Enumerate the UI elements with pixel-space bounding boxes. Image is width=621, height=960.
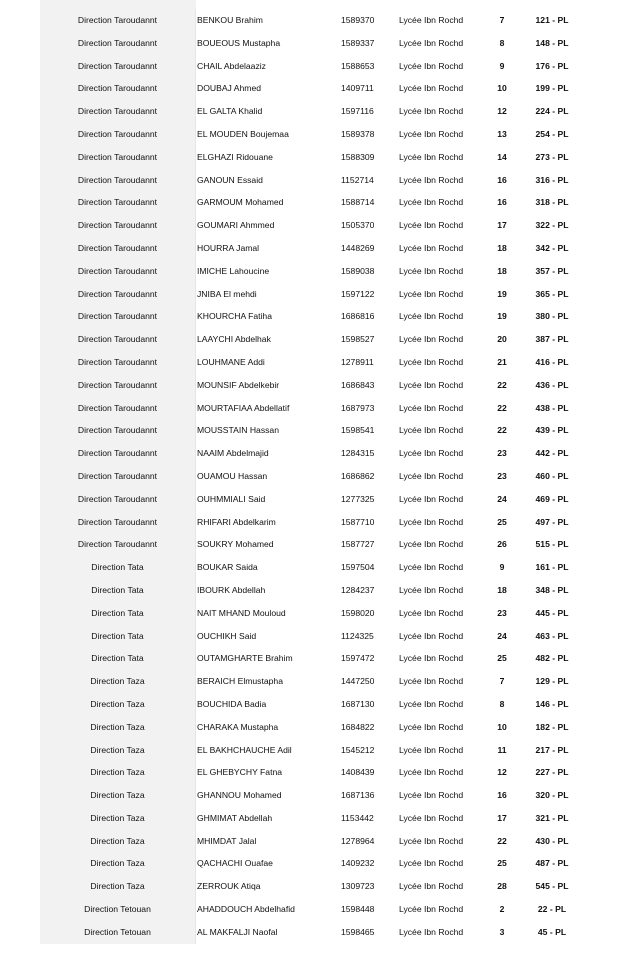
rank-cell: 22 [497,402,507,413]
name-cell: GARMOUM Mohamed [197,197,284,208]
direction-cell: Direction Taroudannt [40,305,196,328]
school-cell: Lycée Ibn Rochd [399,721,464,732]
school-cell: Lycée Ibn Rochd [399,516,464,527]
table-row [0,647,621,670]
rank-cell: 18 [497,242,507,253]
direction-cell: Direction Tata [40,579,196,602]
school-cell: Lycée Ibn Rochd [399,584,464,595]
pl-cell: 199 - PL [535,83,569,94]
school-cell: Lycée Ibn Rochd [399,37,464,48]
direction-cell: Direction Taza [40,761,196,784]
code-cell: 1598465 [341,926,375,937]
table-row [0,761,621,784]
pl-cell: 121 - PL [535,15,569,25]
direction-cell: Direction Taroudannt [40,351,196,374]
rank-cell: 19 [497,288,507,299]
school-cell: Lycée Ibn Rochd [399,334,464,345]
table-row [0,283,621,306]
pl-cell: 45 - PL [537,926,567,937]
table-row [0,716,621,739]
rank-cell: 23 [497,607,507,618]
direction-cell: Direction Taza [40,716,196,739]
school-cell: Lycée Ibn Rochd [399,926,464,937]
direction-cell: Direction Taroudannt [40,419,196,442]
school-cell: Lycée Ibn Rochd [399,448,464,459]
table-row [0,351,621,374]
table-row [0,556,621,579]
table-row [0,55,621,78]
pl-cell: 217 - PL [535,744,569,755]
direction-cell: Direction Tetouan [40,898,196,921]
code-cell: 1684822 [341,721,375,732]
table-row [0,442,621,465]
school-cell: Lycée Ibn Rochd [399,630,464,641]
direction-cell: Direction Taza [40,693,196,716]
direction-cell: Direction Taroudannt [40,374,196,397]
school-cell: Lycée Ibn Rochd [399,744,464,755]
school-cell: Lycée Ibn Rochd [399,288,464,299]
pl-cell: 227 - PL [535,767,569,778]
rank-cell: 3 [499,926,505,937]
table-row [0,77,621,100]
direction-cell: Direction Taroudannt [40,146,196,169]
code-cell: 1152714 [341,174,374,185]
name-cell: BOUCHIDA Badia [197,698,267,709]
school-cell: Lycée Ibn Rochd [399,106,464,117]
rank-cell: 25 [497,858,507,869]
table-row [0,625,621,648]
code-cell: 1687130 [341,698,375,709]
code-cell: 1597472 [341,653,375,664]
rank-cell: 9 [499,60,505,71]
code-cell: 1598448 [341,904,375,915]
rank-cell: 19 [497,311,507,322]
direction-cell: Direction Taroudannt [40,283,196,306]
pl-cell: 22 - PL [537,904,567,915]
school-cell: Lycée Ibn Rochd [399,539,464,550]
table-row [0,328,621,351]
table-row [0,260,621,283]
rank-cell: 12 [497,767,507,778]
rank-cell: 10 [497,83,507,94]
pl-cell: 380 - PL [535,311,569,322]
direction-cell: Direction Tata [40,602,196,625]
name-cell: EL BAKHCHAUCHE Adil [197,744,292,755]
table-row [0,123,621,146]
pl-cell: 497 - PL [535,516,569,527]
direction-cell: Direction Taroudannt [40,77,196,100]
code-cell: 1686816 [341,311,375,322]
code-cell: 1284237 [341,584,375,595]
code-cell: 1448269 [341,242,375,253]
direction-cell: Direction Taroudannt [40,9,196,32]
school-cell: Lycée Ibn Rochd [399,790,464,801]
table-row [0,465,621,488]
rank-cell: 13 [497,128,507,139]
direction-cell: Direction Tata [40,625,196,648]
code-cell: 1598541 [341,425,375,436]
direction-cell: Direction Taroudannt [40,488,196,511]
school-cell: Lycée Ibn Rochd [399,698,464,709]
pl-cell: 365 - PL [535,288,569,299]
code-cell: 1588714 [341,197,375,208]
name-cell: ELGHAZI Ridouane [197,151,273,162]
pl-cell: 438 - PL [535,402,569,413]
rank-cell: 7 [499,676,505,687]
school-cell: Lycée Ibn Rochd [399,15,464,25]
name-cell: MOUSSTAIN Hassan [197,425,279,436]
code-cell: 1587710 [341,516,375,527]
rank-cell: 28 [497,881,507,892]
name-cell: ZERROUK Atiqa [197,881,261,892]
table-row [0,898,621,921]
code-cell: 1597122 [341,288,375,299]
table-row [0,784,621,807]
results-table [0,9,621,944]
rank-cell: 2 [499,904,505,915]
code-cell: 1309723 [341,881,375,892]
table-row [0,830,621,853]
rank-cell: 25 [497,516,507,527]
pl-cell: 469 - PL [535,493,569,504]
school-cell: Lycée Ibn Rochd [399,835,464,846]
rank-cell: 23 [497,470,507,481]
pl-cell: 316 - PL [535,174,569,185]
direction-cell: Direction Taza [40,739,196,762]
pl-cell: 515 - PL [535,539,569,550]
direction-cell: Direction Taroudannt [40,191,196,214]
table-row [0,374,621,397]
school-cell: Lycée Ibn Rochd [399,470,464,481]
school-cell: Lycée Ibn Rochd [399,904,464,915]
table-row [0,875,621,898]
name-cell: EL GALTA Khalid [197,106,263,117]
name-cell: NAIT MHAND Mouloud [197,607,286,618]
direction-cell: Direction Taroudannt [40,328,196,351]
code-cell: 1589378 [341,128,375,139]
table-row [0,214,621,237]
rank-cell: 22 [497,425,507,436]
name-cell: OUCHIKH Said [197,630,257,641]
name-cell: EL MOUDEN Boujemaa [197,128,289,139]
school-cell: Lycée Ibn Rochd [399,265,464,276]
school-cell: Lycée Ibn Rochd [399,174,464,185]
code-cell: 1588653 [341,60,375,71]
pl-cell: 545 - PL [535,881,569,892]
name-cell: GHMIMAT Abdellah [197,812,273,823]
direction-cell: Direction Taroudannt [40,442,196,465]
school-cell: Lycée Ibn Rochd [399,425,464,436]
direction-cell: Direction Taroudannt [40,55,196,78]
rank-cell: 8 [499,698,505,709]
rank-cell: 26 [497,539,507,550]
name-cell: EL GHEBYCHY Fatna [197,767,283,778]
name-cell: MHIMDAT Jalal [197,835,257,846]
pl-cell: 273 - PL [535,151,569,162]
table-row [0,579,621,602]
pl-cell: 146 - PL [535,698,569,709]
code-cell: 1505370 [341,220,375,231]
school-cell: Lycée Ibn Rochd [399,812,464,823]
name-cell: AL MAKFALJI Naofal [197,926,278,937]
pl-cell: 416 - PL [535,356,569,367]
code-cell: 1278911 [341,356,374,367]
table-row [0,169,621,192]
direction-cell: Direction Taroudannt [40,32,196,55]
name-cell: OUTAMGHARTE Brahim [197,653,293,664]
pl-cell: 161 - PL [535,562,569,573]
table-row [0,488,621,511]
code-cell: 1545212 [341,744,375,755]
name-cell: NAAIM Abdelmajid [197,448,269,459]
pl-cell: 182 - PL [535,721,569,732]
pl-cell: 439 - PL [535,425,569,436]
name-cell: RHIFARI Abdelkarim [197,516,276,527]
direction-cell: Direction Taroudannt [40,123,196,146]
school-cell: Lycée Ibn Rochd [399,562,464,573]
rank-cell: 25 [497,653,507,664]
name-cell: HOURRA Jamal [197,242,260,253]
pl-cell: 148 - PL [535,37,569,48]
table-row [0,807,621,830]
table-row [0,602,621,625]
code-cell: 1447250 [341,676,375,687]
name-cell: BERAICH Elmustapha [197,676,283,687]
rank-cell: 17 [497,220,507,231]
direction-cell: Direction Tata [40,647,196,670]
table-row [0,511,621,534]
school-cell: Lycée Ibn Rochd [399,858,464,869]
school-cell: Lycée Ibn Rochd [399,493,464,504]
direction-cell: Direction Tata [40,556,196,579]
pl-cell: 348 - PL [535,584,569,595]
code-cell: 1124325 [341,630,374,641]
school-cell: Lycée Ibn Rochd [399,220,464,231]
direction-cell: Direction Taza [40,830,196,853]
name-cell: KHOURCHA Fatiha [197,311,272,322]
name-cell: QACHACHI Ouafae [197,858,273,869]
direction-cell: Direction Taroudannt [40,214,196,237]
code-cell: 1408439 [341,767,375,778]
code-cell: 1597116 [341,106,374,117]
direction-cell: Direction Taroudannt [40,237,196,260]
pl-cell: 482 - PL [535,653,569,664]
code-cell: 1588309 [341,151,375,162]
name-cell: OUAMOU Hassan [197,470,268,481]
code-cell: 1589337 [341,37,375,48]
name-cell: IBOURK Abdellah [197,584,266,595]
name-cell: CHAIL Abdelaaziz [197,60,266,71]
pl-cell: 430 - PL [535,835,569,846]
direction-cell: Direction Taza [40,852,196,875]
code-cell: 1589038 [341,265,375,276]
name-cell: GANOUN Essaid [197,174,263,185]
rank-cell: 11 [497,744,507,755]
school-cell: Lycée Ibn Rochd [399,60,464,71]
direction-cell: Direction Taroudannt [40,511,196,534]
direction-cell: Direction Taroudannt [40,260,196,283]
rank-cell: 8 [499,37,505,48]
pl-cell: 342 - PL [535,242,569,253]
pl-cell: 445 - PL [535,607,569,618]
code-cell: 1598527 [341,334,375,345]
direction-cell: Direction Taroudannt [40,465,196,488]
pl-cell: 321 - PL [535,812,569,823]
school-cell: Lycée Ibn Rochd [399,881,464,892]
table-row [0,670,621,693]
rank-cell: 16 [497,790,507,801]
school-cell: Lycée Ibn Rochd [399,311,464,322]
school-cell: Lycée Ibn Rochd [399,767,464,778]
direction-cell: Direction Taroudannt [40,100,196,123]
rank-cell: 24 [497,630,507,641]
table-row [0,419,621,442]
code-cell: 1284315 [341,448,375,459]
table-row [0,237,621,260]
code-cell: 1686862 [341,470,375,481]
direction-cell: Direction Taza [40,784,196,807]
code-cell: 1409232 [341,858,375,869]
direction-cell: Direction Taza [40,670,196,693]
table-row [0,739,621,762]
rank-cell: 17 [497,812,507,823]
code-cell: 1597504 [341,562,375,573]
rank-cell: 20 [497,334,507,345]
pl-cell: 357 - PL [535,265,569,276]
school-cell: Lycée Ibn Rochd [399,402,464,413]
direction-cell: Direction Taza [40,807,196,830]
pl-cell: 320 - PL [535,790,569,801]
pl-cell: 322 - PL [535,220,569,231]
direction-cell: Direction Taroudannt [40,169,196,192]
rank-cell: 10 [497,721,507,732]
school-cell: Lycée Ibn Rochd [399,653,464,664]
table-row [0,852,621,875]
code-cell: 1153442 [341,812,374,823]
school-cell: Lycée Ibn Rochd [399,83,464,94]
rank-cell: 14 [497,151,507,162]
rank-cell: 9 [499,562,505,573]
name-cell: MOURTAFIAA Abdellatif [197,402,290,413]
name-cell: DOUBAJ Ahmed [197,83,261,94]
name-cell: GOUMARI Ahmmed [197,220,275,231]
pl-cell: 487 - PL [535,858,569,869]
name-cell: GHANNOU Mohamed [197,790,282,801]
school-cell: Lycée Ibn Rochd [399,676,464,687]
rank-cell: 16 [497,197,507,208]
direction-cell: Direction Taza [40,875,196,898]
code-cell: 1686843 [341,379,375,390]
pl-cell: 387 - PL [535,334,569,345]
rank-cell: 22 [497,835,507,846]
school-cell: Lycée Ibn Rochd [399,607,464,618]
school-cell: Lycée Ibn Rochd [399,356,464,367]
direction-cell: Direction Tetouan [40,921,196,944]
rank-cell: 16 [497,174,507,185]
table-row [0,191,621,214]
code-cell: 1687136 [341,790,375,801]
code-cell: 1278964 [341,835,375,846]
pl-cell: 254 - PL [535,128,569,139]
pl-cell: 460 - PL [535,470,569,481]
rank-cell: 24 [497,493,507,504]
pl-cell: 224 - PL [535,106,569,117]
school-cell: Lycée Ibn Rochd [399,197,464,208]
name-cell: CHARAKA Mustapha [197,721,279,732]
rank-cell: 18 [497,265,507,276]
rank-cell: 18 [497,584,507,595]
name-cell: JNIBA El mehdi [197,288,257,299]
code-cell: 1687973 [341,402,375,413]
table-row [0,533,621,556]
pl-cell: 129 - PL [535,676,569,687]
name-cell: LOUHMANE Addi [197,356,265,367]
name-cell: IMICHE Lahoucine [197,265,270,276]
rank-cell: 12 [497,106,507,117]
school-cell: Lycée Ibn Rochd [399,151,464,162]
name-cell: BOUEOUS Mustapha [197,37,281,48]
school-cell: Lycée Ibn Rochd [399,128,464,139]
code-cell: 1409711 [341,83,374,94]
table-row [0,397,621,420]
direction-cell: Direction Taroudannt [40,533,196,556]
name-cell: AHADDOUCH Abdelhafid [197,904,295,915]
code-cell: 1587727 [341,539,375,550]
pl-cell: 318 - PL [535,197,569,208]
rank-cell: 7 [499,15,505,25]
name-cell: OUHMMIALI Said [197,493,266,504]
table-row [0,146,621,169]
name-cell: LAAYCHI Abdelhak [197,334,271,345]
table-row [0,305,621,328]
rank-cell: 21 [497,356,507,367]
pl-cell: 442 - PL [535,448,569,459]
pl-cell: 463 - PL [535,630,569,641]
rank-cell: 23 [497,448,507,459]
name-cell: BENKOU Brahim [197,15,263,25]
name-cell: SOUKRY Mohamed [197,539,274,550]
code-cell: 1589370 [341,15,375,25]
pl-cell: 176 - PL [535,60,569,71]
code-cell: 1598020 [341,607,375,618]
direction-cell: Direction Taroudannt [40,397,196,420]
school-cell: Lycée Ibn Rochd [399,242,464,253]
rank-cell: 22 [497,379,507,390]
school-cell: Lycée Ibn Rochd [399,379,464,390]
table-row [0,693,621,716]
table-row [0,921,621,944]
name-cell: BOUKAR Saida [197,562,258,573]
table-row [0,100,621,123]
name-cell: MOUNSIF Abdelkebir [197,379,280,390]
pl-cell: 436 - PL [535,379,569,390]
table-row [0,9,621,32]
code-cell: 1277325 [341,493,375,504]
table-row [0,32,621,55]
